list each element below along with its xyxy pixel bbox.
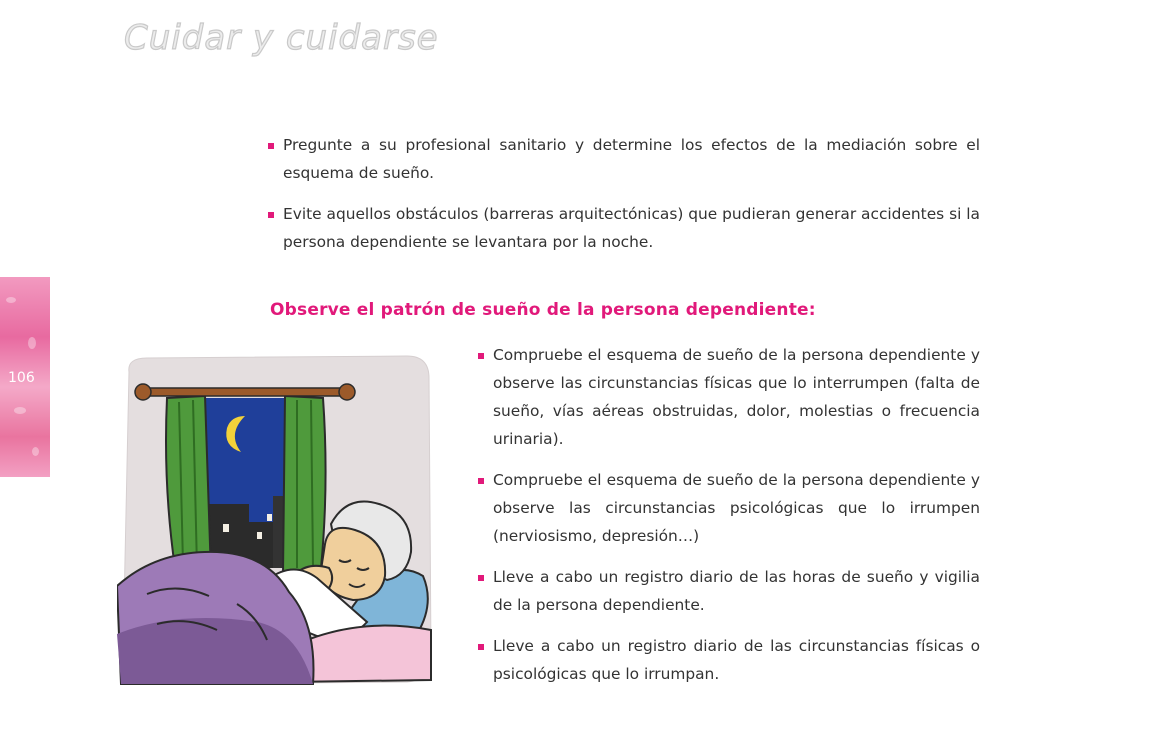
section-heading: Observe el patrón de sueño de la persona dependiente: [270,300,816,320]
page-header-title: Cuidar y cuidarse [124,18,439,58]
list-item-text: Lleve a cabo un registro diario de las horas de sueño y vigilia de la persona dependiente. [493,568,980,614]
list-item [478,632,980,688]
bullet-square-icon [478,575,484,581]
list-item-text: Lleve a cabo un registro diario de las circunstancias físicas o psicológicas que lo irrumpan. [493,637,980,683]
bullet-square-icon [478,478,484,484]
list-item-text: Pregunte a su profesional sanitario y determine los efectos de la mediación sobre el esquema de sueño. [283,136,980,182]
bullet-square-icon [478,353,484,359]
list-item-text: Evite aquellos obstáculos (barreras arquitectónicas) que pudieran generar accidentes si la persona dependiente se levantara por la noche. [283,205,980,251]
list-item [268,200,980,256]
list-item-text: Compruebe el esquema de sueño de la persona dependiente y observe las circunstancias psicológicas que lo irrumpen (nerviosismo, depresión…) [493,471,980,545]
sleeping-person-illustration [117,354,433,686]
bullet-square-icon [268,143,274,149]
bullet-square-icon [268,212,274,218]
top-bullet-list [268,131,980,269]
list-item [268,131,980,187]
page-number: 106 [8,370,35,386]
right-bullet-list [478,341,980,701]
list-item [478,341,980,453]
list-item [478,563,980,619]
list-item-text: Compruebe el esquema de sueño de la persona dependiente y observe las circunstancias físicas que lo interrumpen (falta de sueño, vías aéreas obstruidas, dolor, molestias o frecuencia urinaria). [493,346,980,448]
list-item [478,466,980,550]
bullet-square-icon [478,644,484,650]
